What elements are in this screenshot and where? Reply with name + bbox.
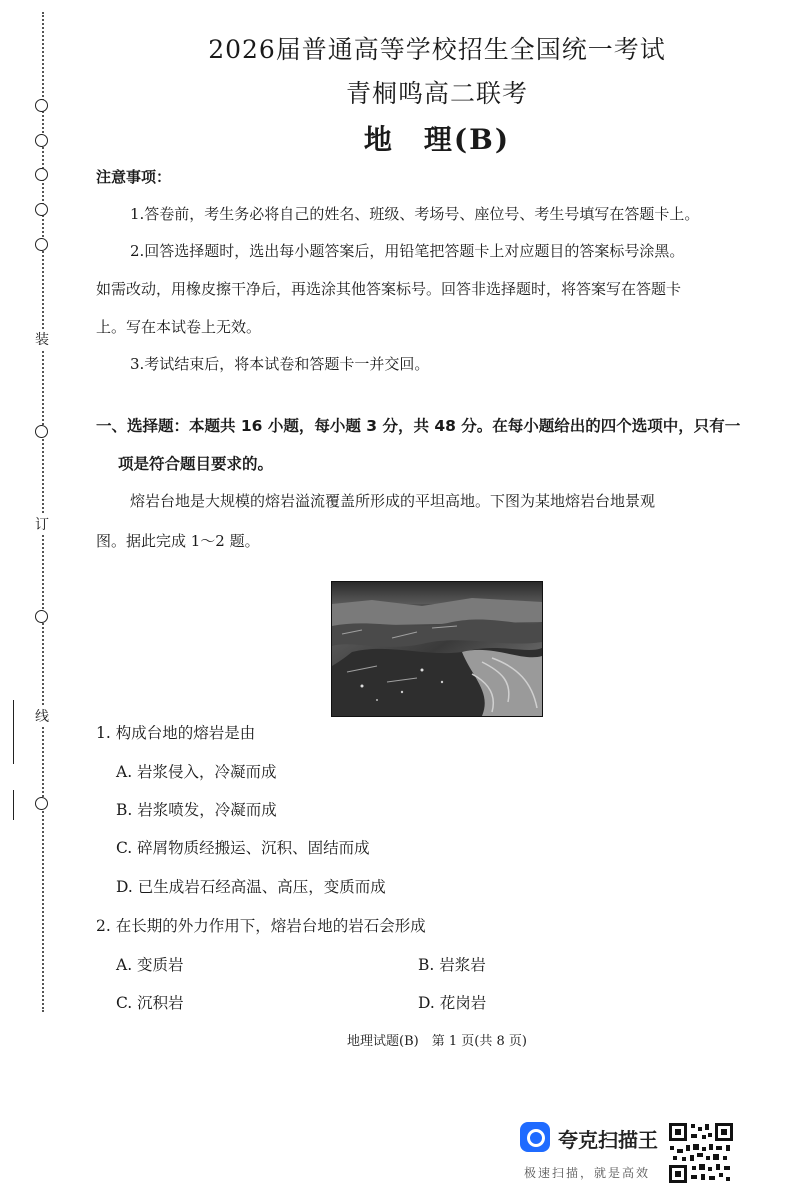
exam-subject: 地 理(B): [363, 123, 511, 156]
notice-item-2-cont: 上。写在本试卷上无效。: [96, 318, 262, 336]
question-1-stem: 1. 构成台地的熔岩是由: [96, 724, 256, 742]
binding-hole: [35, 203, 48, 216]
section-heading-cont: 项是符合题目要求的。: [118, 455, 274, 473]
notice-item-2: 2.回答选择题时，选出每小题答案后，用铅笔把答题卡上对应题目的答案标号涂黑。: [130, 242, 685, 260]
binding-hole: [35, 425, 48, 438]
notice-item-1: 1.答卷前，考生务必将自己的姓名、班级、考场号、座位号、考生号填写在答题卡上。: [130, 205, 700, 223]
binding-hole: [35, 168, 48, 181]
binding-hole: [35, 238, 48, 251]
notice-item-3: 3.考试结束后，将本试卷和答题卡一并交回。: [130, 355, 430, 373]
binding-dotted-line: [42, 12, 44, 1012]
scanner-brand: 夸克扫描王: [558, 1128, 658, 1152]
edge-mark: [13, 790, 14, 820]
section-heading: 一、选择题：本题共 16 小题，每小题 3 分，共 48 分。在每小题给出的四个选项中，只有一: [96, 417, 741, 435]
question-1-option-c: C. 碎屑物质经搬运、沉积、固结而成: [116, 839, 370, 857]
exam-subtitle: 青桐鸣高二联考: [345, 79, 528, 108]
material-intro: 熔岩台地是大规模的熔岩溢流覆盖所形成的平坦高地。下图为某地熔岩台地景观: [130, 492, 656, 510]
binding-hole: [35, 797, 48, 810]
question-2-option-c: C. 沉积岩: [116, 994, 184, 1012]
binding-char-ding: 订: [35, 517, 49, 533]
question-1-option-d: D. 已生成岩石经高温、高压，变质而成: [116, 878, 386, 896]
notice-heading: 注意事项：: [96, 168, 172, 186]
question-2-option-a: A. 变质岩: [116, 956, 184, 974]
binding-char-xian: 线: [35, 709, 49, 725]
question-2-stem: 2. 在长期的外力作用下，熔岩台地的岩石会形成: [96, 917, 426, 935]
question-1-option-b: B. 岩浆喷发，冷凝而成: [116, 801, 277, 819]
lava-plateau-photo: [331, 581, 543, 717]
binding-hole: [35, 610, 48, 623]
question-1-option-a: A. 岩浆侵入，冷凝而成: [116, 763, 277, 781]
scanner-logo-icon: [520, 1122, 550, 1152]
scanner-slogan: 极速扫描，就是高效: [524, 1166, 651, 1180]
question-2-option-b: B. 岩浆岩: [418, 956, 486, 974]
binding-char-zhuang: 装: [35, 332, 49, 348]
qr-code-icon: [668, 1122, 734, 1184]
notice-item-2-cont: 如需改动，用橡皮擦干净后，再选涂其他答案标号。回答非选择题时，将答案写在答题卡: [96, 280, 682, 298]
page-footer: 地理试题(B) 第 1 页(共 8 页): [347, 1034, 527, 1049]
material-intro-cont: 图。据此完成 1～2 题。: [96, 532, 260, 550]
question-2-option-d: D. 花岗岩: [418, 994, 487, 1012]
exam-title: 2026届普通高等学校招生全国统一考试: [208, 35, 666, 64]
edge-mark: [13, 700, 14, 764]
